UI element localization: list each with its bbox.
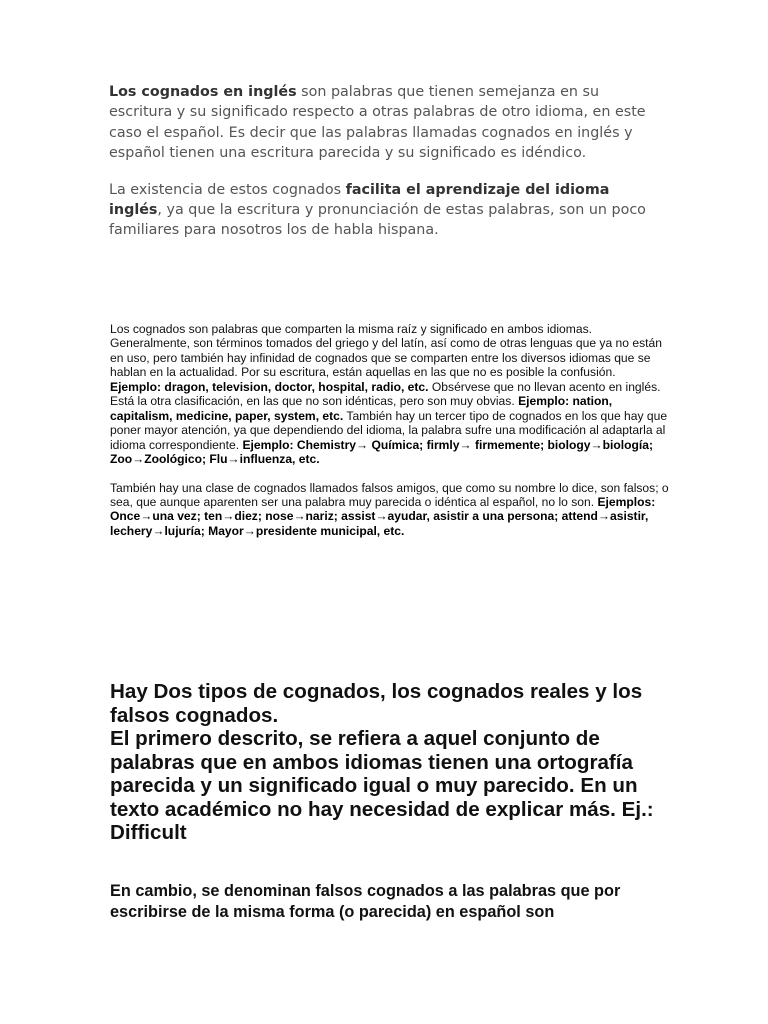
false-cognates-paragraph: En cambio, se denominan falsos cognados a las palabras que por escribirse de la misma forma (o parecida) en español son xyxy=(110,882,621,921)
intro-paragraph-2-bold: facilita el aprendizaje del idioma inglés xyxy=(109,181,610,219)
intro-paragraph-2-text-a: La existencia de estos cognados xyxy=(109,181,346,198)
explanation-p1-example-c: Ejemplo: Chemistry→ Química; firmly→ firmemente; biology→biología; Zoo→Zoológico; Flu→influenza, etc. xyxy=(110,437,654,467)
explanation-p2-text-a: También hay una clase de cognados llamados falsos amigos, que como su nombre lo dice, son falsos; o sea, que aunque aparenten ser una palabra muy parecida o idéntica al español, no lo son. xyxy=(110,480,669,509)
intro-paragraph-2-text-b: , ya que la escritura y pronunciación de estas palabras, son un poco familiares para nosotros los de habla hispana. xyxy=(109,202,646,239)
explanation-p1-example-a: Ejemplo: dragon, television, doctor, hospital, radio, etc. xyxy=(110,379,429,394)
explanation-p1-text-a: Los cognados son palabras que comparten la misma raíz y significado en ambos idiomas. Generalmente, son términos tomados del griego y del latín, así como de otras lenguas que ya no están en uso, pero también hay infinidad de cognados que se comparten entre los diversos idiomas que se hablan en la actualidad. Por su escritura, están aquellas en las que no es posible la confusión. xyxy=(110,322,662,380)
types-paragraph-2: El primero descrito, se refiera a aquel conjunto de palabras que en ambos idiomas tienen una ortografía parecida y un significado igual o muy parecido. En un texto académico no hay necesidad de explicar más. Ej.: Difficult xyxy=(110,727,654,844)
explanation-p1-text-c: También hay un tercer tipo de cognados en los que hay que poner mayor atención, ya que dependiendo del idioma, la palabra sufre una modificación al adaptarla al idioma correspondiente. xyxy=(110,408,668,452)
explanation-p2-examples: Ejemplos: Once→una vez; ten→diez; nose→nariz; assist→ayudar, asistir a una persona; attend→asistir, lechery→lujuría; Mayor→presidente municipal, etc. xyxy=(110,494,656,538)
intro-paragraph-1 xyxy=(109,82,649,164)
intro-paragraph-2 xyxy=(109,180,649,241)
intro-lead-term: Los cognados en inglés xyxy=(109,84,297,100)
types-section xyxy=(110,680,670,845)
false-cognates-section xyxy=(110,881,670,922)
explanation-paragraph-2 xyxy=(110,481,670,539)
explanation-p1-example-b: Ejemplo: nation, capitalism, medicine, paper, system, etc. xyxy=(110,394,613,423)
explanation-p1-text-b: Obsérvese que no llevan acento en inglés. Está la otra clasificación, en las que no son idénticas, pero son muy obvias. xyxy=(110,379,661,409)
explanation-paragraph-1 xyxy=(110,322,670,467)
intro-paragraph-1-text: son palabras que tienen semejanza en su escritura y su significado respecto a otras palabras de otro idioma, en este caso el español. Es decir que las palabras llamadas cognados en inglés y español tienen una escritura parecida y su significado es idéndico. xyxy=(109,84,646,162)
types-paragraph-1: Hay Dos tipos de cognados, los cognados reales y los falsos cognados. xyxy=(110,680,643,727)
intro-section xyxy=(109,82,649,241)
explanation-section xyxy=(110,322,670,538)
